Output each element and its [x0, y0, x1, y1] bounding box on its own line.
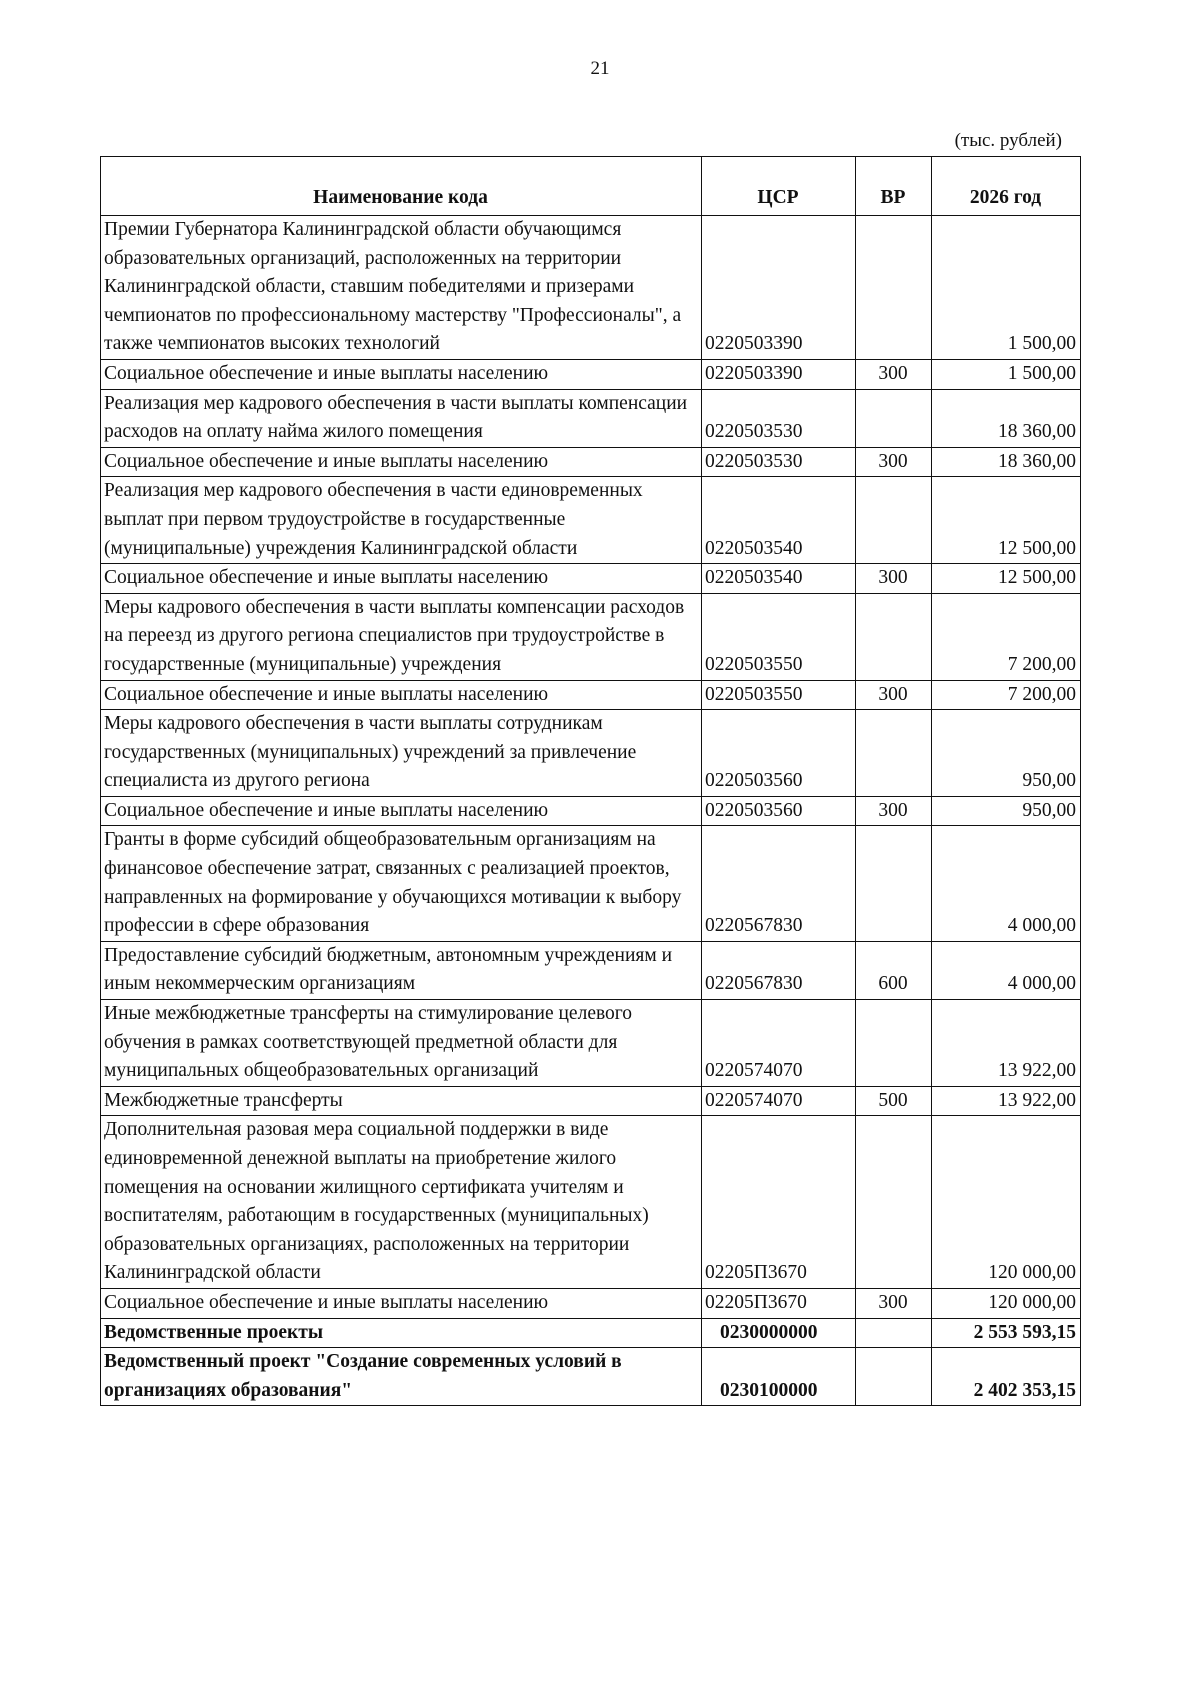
row-amount-cell: 950,00	[932, 710, 1081, 797]
row-vr-cell: 300	[856, 447, 932, 477]
row-code-cell: 0220567830	[702, 826, 856, 941]
table-row	[101, 941, 1081, 999]
row-vr-cell	[856, 1348, 932, 1406]
row-name-cell: Дополнительная разовая мера социальной поддержки в виде единовременной денежной выплаты на приобретение жилого помещения на основании жилищного сертификата учителям и воспитателям, работающим в государственных (муниципальных) образовательных организациях, расположенных на территории Калининградской области	[101, 1116, 702, 1289]
row-amount-cell: 1 500,00	[932, 359, 1081, 389]
header-code: ЦСР	[702, 157, 856, 216]
row-amount-cell: 4 000,00	[932, 941, 1081, 999]
row-amount-cell: 7 200,00	[932, 680, 1081, 710]
row-name-cell: Межбюджетные трансферты	[101, 1086, 702, 1116]
table-row	[101, 477, 1081, 564]
row-name-cell: Ведомственный проект "Создание современных условий в организациях образования"	[101, 1348, 702, 1406]
table-row	[101, 564, 1081, 594]
table-row	[101, 826, 1081, 941]
table-body	[101, 216, 1081, 1406]
row-amount-cell: 4 000,00	[932, 826, 1081, 941]
row-name-cell: Меры кадрового обеспечения в части выплаты сотрудникам государственных (муниципальных) учреждений за привлечение специалиста из другого региона	[101, 710, 702, 797]
row-code-cell: 0220503540	[702, 477, 856, 564]
row-vr-cell: 500	[856, 1086, 932, 1116]
row-vr-cell	[856, 216, 932, 360]
table-row	[101, 1086, 1081, 1116]
row-name-cell: Социальное обеспечение и иные выплаты населению	[101, 796, 702, 826]
row-vr-cell	[856, 710, 932, 797]
budget-table	[100, 156, 1081, 1406]
row-code-cell: 0220503550	[702, 680, 856, 710]
row-code-cell: 0220503560	[702, 710, 856, 797]
row-vr-cell	[856, 593, 932, 680]
row-vr-cell	[856, 826, 932, 941]
row-name-cell: Ведомственные проекты	[101, 1318, 702, 1348]
row-code-cell: 02205П3670	[702, 1288, 856, 1318]
row-name-cell: Меры кадрового обеспечения в части выплаты компенсации расходов на переезд из другого региона специалистов при трудоустройстве в государственные (муниципальные) учреждения	[101, 593, 702, 680]
row-code-cell: 0220503540	[702, 564, 856, 594]
row-vr-cell	[856, 1318, 932, 1348]
row-vr-cell: 300	[856, 796, 932, 826]
row-name-cell: Социальное обеспечение и иные выплаты населению	[101, 564, 702, 594]
row-name-cell: Гранты в форме субсидий общеобразовательным организациям на финансовое обеспечение затрат, связанных с реализацией проектов, направленных на формирование у обучающихся мотивации к выбору профессии в сфере образования	[101, 826, 702, 941]
row-code-cell: 0220503530	[702, 447, 856, 477]
page-number: 21	[590, 58, 610, 79]
row-amount-cell: 120 000,00	[932, 1116, 1081, 1289]
header-amount: 2026 год	[932, 157, 1081, 216]
row-vr-cell	[856, 1116, 932, 1289]
row-vr-cell	[856, 389, 932, 447]
row-vr-cell: 300	[856, 680, 932, 710]
table-row	[101, 593, 1081, 680]
row-code-cell: 0220574070	[702, 1000, 856, 1087]
row-code-cell: 0230100000	[702, 1348, 856, 1406]
row-amount-cell: 13 922,00	[932, 1086, 1081, 1116]
row-amount-cell: 2 402 353,15	[932, 1348, 1081, 1406]
row-vr-cell: 600	[856, 941, 932, 999]
row-vr-cell: 300	[856, 564, 932, 594]
row-name-cell: Социальное обеспечение и иные выплаты населению	[101, 1288, 702, 1318]
table-row	[101, 1348, 1081, 1406]
row-amount-cell: 13 922,00	[932, 1000, 1081, 1087]
row-amount-cell: 120 000,00	[932, 1288, 1081, 1318]
row-vr-cell	[856, 477, 932, 564]
row-code-cell: 0220574070	[702, 1086, 856, 1116]
row-amount-cell: 950,00	[932, 796, 1081, 826]
row-amount-cell: 18 360,00	[932, 389, 1081, 447]
row-name-cell: Иные межбюджетные трансферты на стимулирование целевого обучения в рамках соответствующей предметной области для муниципальных общеобразовательных организаций	[101, 1000, 702, 1087]
row-name-cell: Реализация мер кадрового обеспечения в части выплаты компенсации расходов на оплату найма жилого помещения	[101, 389, 702, 447]
row-code-cell: 0220503530	[702, 389, 856, 447]
table-row	[101, 1318, 1081, 1348]
row-amount-cell: 12 500,00	[932, 477, 1081, 564]
row-amount-cell: 2 553 593,15	[932, 1318, 1081, 1348]
table-row	[101, 680, 1081, 710]
row-amount-cell: 18 360,00	[932, 447, 1081, 477]
row-name-cell: Премии Губернатора Калининградской области обучающимся образовательных организаций, расположенных на территории Калининградской области, ставшим победителями и призерами чемпионатов по профессиональному мастерству "Профессионалы", а также чемпионатов высоких технологий	[101, 216, 702, 360]
row-vr-cell: 300	[856, 1288, 932, 1318]
row-code-cell: 0220503390	[702, 216, 856, 360]
table-row	[101, 1000, 1081, 1087]
table-row	[101, 710, 1081, 797]
row-amount-cell: 1 500,00	[932, 216, 1081, 360]
table-row	[101, 1116, 1081, 1289]
row-name-cell: Социальное обеспечение и иные выплаты населению	[101, 359, 702, 389]
row-name-cell: Социальное обеспечение и иные выплаты населению	[101, 447, 702, 477]
table-row	[101, 389, 1081, 447]
row-amount-cell: 7 200,00	[932, 593, 1081, 680]
row-name-cell: Социальное обеспечение и иные выплаты населению	[101, 680, 702, 710]
table-row	[101, 359, 1081, 389]
table-row	[101, 447, 1081, 477]
units-label: (тыс. рублей)	[954, 130, 1062, 151]
row-code-cell: 0220567830	[702, 941, 856, 999]
row-code-cell: 0220503390	[702, 359, 856, 389]
row-amount-cell: 12 500,00	[932, 564, 1081, 594]
table-row	[101, 796, 1081, 826]
table-header-row	[101, 157, 1081, 216]
table-row	[101, 216, 1081, 360]
row-name-cell: Реализация мер кадрового обеспечения в части единовременных выплат при первом трудоустройстве в государственные (муниципальные) учреждения Калининградской области	[101, 477, 702, 564]
row-name-cell: Предоставление субсидий бюджетным, автономным учреждениям и иным некоммерческим организациям	[101, 941, 702, 999]
row-code-cell: 0230000000	[702, 1318, 856, 1348]
row-vr-cell	[856, 1000, 932, 1087]
table-row	[101, 1288, 1081, 1318]
header-name: Наименование кода	[101, 157, 702, 216]
row-vr-cell: 300	[856, 359, 932, 389]
row-code-cell: 0220503550	[702, 593, 856, 680]
header-vr: ВР	[856, 157, 932, 216]
row-code-cell: 02205П3670	[702, 1116, 856, 1289]
row-code-cell: 0220503560	[702, 796, 856, 826]
